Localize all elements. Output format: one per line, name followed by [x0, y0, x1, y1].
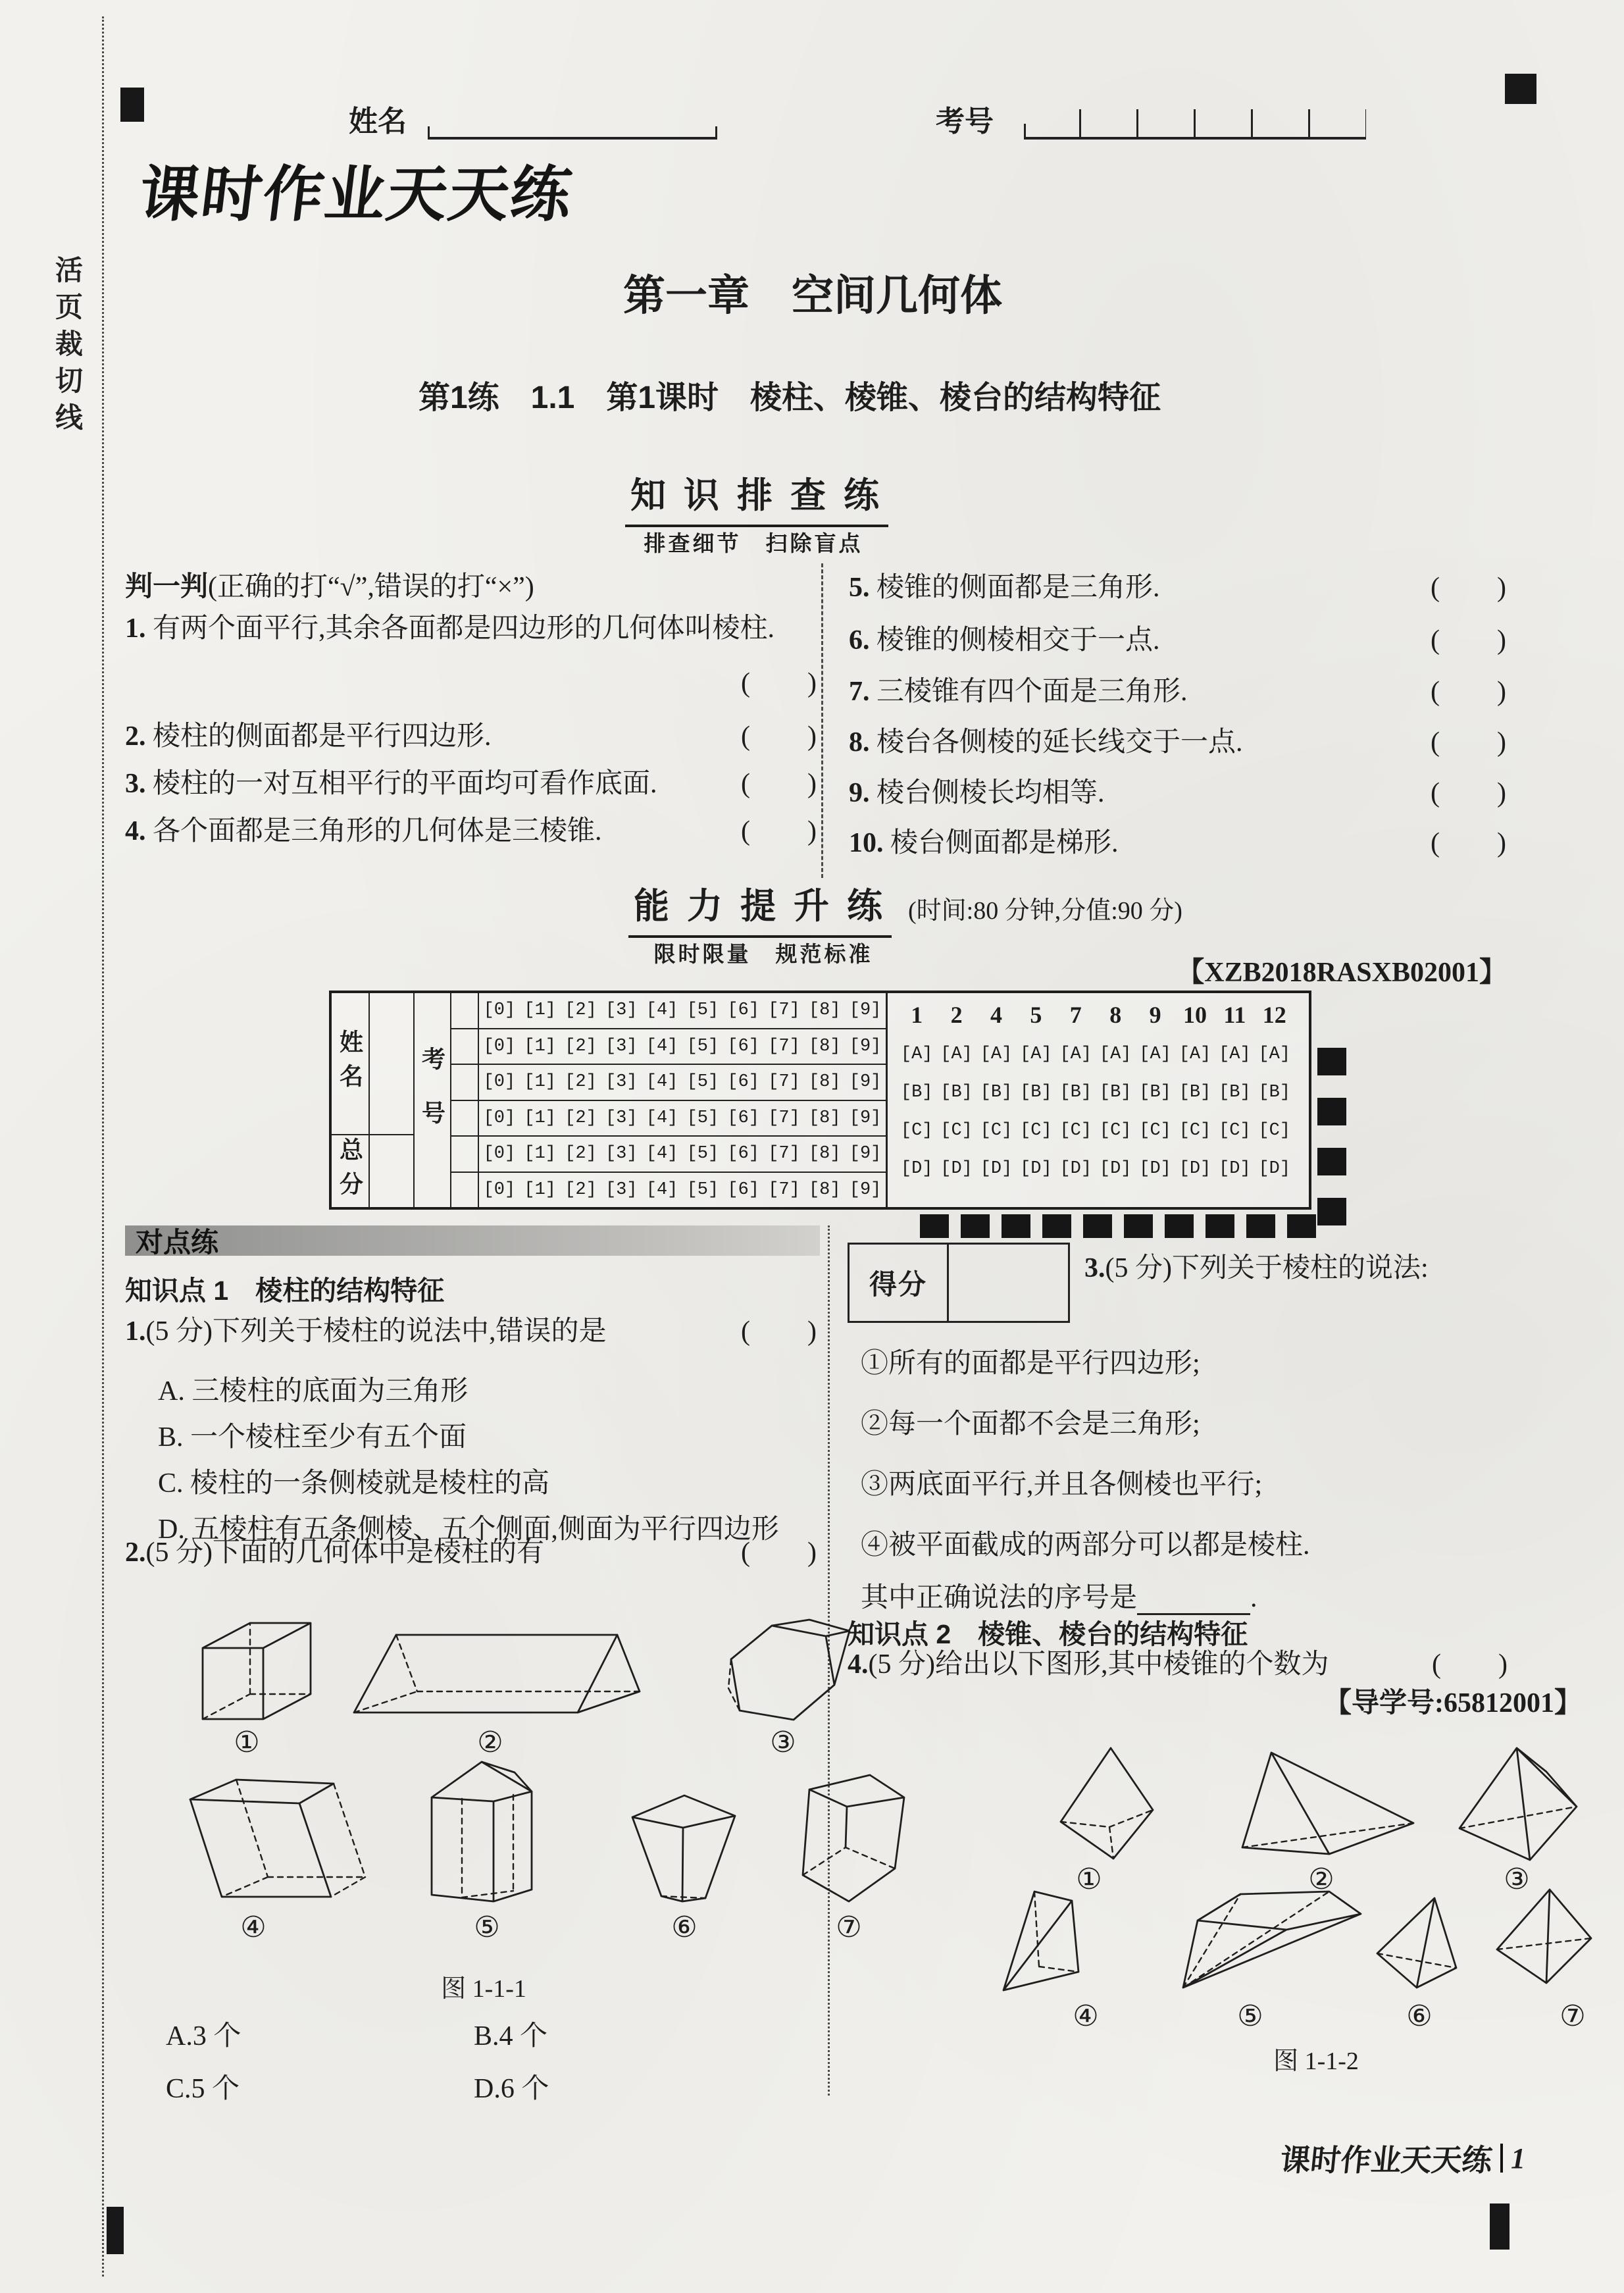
fig2-label-7: ⑦: [1560, 2000, 1586, 2032]
registration-mark-top-left: [120, 88, 144, 122]
tf-question-8-answer-paren[interactable]: ( ): [1431, 727, 1507, 758]
practice-section-bar: [125, 1225, 820, 1256]
digit-bubble-0[interactable]: [0]: [483, 1000, 516, 1021]
option-bubble-D-1[interactable]: [D]: [900, 1159, 933, 1179]
tf-question-1-answer-paren[interactable]: ( ): [741, 668, 817, 698]
score-box-label: 得分: [850, 1245, 949, 1321]
fig2-label-3: ③: [1504, 1863, 1530, 1895]
figure-1-1-2-caption: 图 1-1-2: [1273, 2048, 1359, 2075]
tf-question-8-number: 8.: [849, 727, 870, 758]
digit-bubble-1[interactable]: [1]: [524, 1072, 556, 1093]
digit-row: [451, 1173, 886, 1208]
ability-time-note: (时间:80 分钟,分值:90 分): [908, 897, 1182, 925]
mc-question-2: [125, 1535, 817, 1571]
digit-bubble-9[interactable]: [9]: [849, 1000, 882, 1021]
lesson-title: 第1练 1.1 第1课时 棱柱、棱锥、棱台的结构特征: [418, 380, 1161, 415]
mc-question-1-option-b[interactable]: B. 一个棱柱至少有五个面: [158, 1422, 467, 1453]
answer-sheet-exam-digit-grid: [451, 993, 886, 1207]
answer-sheet-exam-label: 考号: [415, 993, 451, 1207]
tf-question-3-text: 棱柱的一对互相平行的平面均可看作底面.: [153, 769, 657, 799]
tf-question-6-number: 6.: [849, 625, 870, 656]
digit-bubble-4[interactable]: [4]: [646, 1072, 678, 1093]
fig1-label-4: ④: [240, 1911, 266, 1944]
mc-question-1-answer-paren[interactable]: ( ): [741, 1316, 817, 1347]
answer-sheet-total-label: 总分: [332, 1135, 370, 1207]
tf-question-6-text: 棱锥的侧棱相交于一点.: [876, 625, 1160, 656]
tf-question-1-number: 1.: [125, 613, 146, 644]
question-number-8: 8: [1109, 1002, 1122, 1028]
footer-page-number: 1: [1511, 2142, 1525, 2175]
digit-bubble-8[interactable]: [8]: [808, 1000, 841, 1021]
digit-bubble-6[interactable]: [6]: [727, 1108, 759, 1128]
tf-question-9-answer-paren[interactable]: ( ): [1431, 778, 1507, 808]
digit-bubble-6[interactable]: [6]: [727, 1144, 759, 1164]
mc-question-2-option-d[interactable]: D.6 个: [474, 2074, 549, 2104]
digit-bubble-2[interactable]: [2]: [565, 1108, 597, 1128]
digit-bubble-4[interactable]: [4]: [646, 1179, 678, 1200]
answer-sheet-name-field[interactable]: [370, 993, 415, 1134]
digit-bubble-6[interactable]: [6]: [727, 1072, 759, 1093]
digit-bubble-8[interactable]: [8]: [808, 1108, 841, 1128]
tf-question-1-answer-row: [125, 661, 817, 700]
tf-question-5-answer-paren[interactable]: ( ): [1431, 573, 1507, 603]
tf-question-7-number: 7.: [849, 677, 870, 707]
fig2-shape-6-slim-tetrahedron: [1372, 1894, 1464, 1992]
mc-question-2-number: 2.: [125, 1537, 146, 1568]
option-bubble-A-1[interactable]: [A]: [900, 1044, 933, 1064]
option-row-C: [897, 1112, 1294, 1150]
question-number-4: 4: [990, 1002, 1002, 1028]
ability-section-title: 能 力 提 升 练: [628, 878, 892, 938]
answer-sheet: [329, 991, 1311, 1210]
option-bubble-B-9[interactable]: [B]: [1139, 1083, 1171, 1102]
question-number-2: 2: [950, 1002, 963, 1028]
mc-question-4-number: 4.: [848, 1649, 869, 1680]
option-bubble-C-12[interactable]: [C]: [1258, 1121, 1291, 1141]
option-bubble-A-10[interactable]: [A]: [1179, 1044, 1211, 1064]
tf-question-5: [849, 570, 1507, 606]
mc-question-1-number: 1.: [125, 1316, 146, 1347]
digit-bubble-1[interactable]: [1]: [524, 1144, 556, 1164]
fig2-shape-3-tetrahedron: [1454, 1743, 1579, 1865]
option-bubble-B-12[interactable]: [B]: [1258, 1083, 1291, 1102]
registration-mark-bottom-left: [107, 2207, 124, 2254]
digit-bubble-7[interactable]: [7]: [768, 1179, 800, 1200]
digit-bubble-7[interactable]: [7]: [768, 1144, 800, 1164]
digit-bubble-3[interactable]: [3]: [605, 1072, 638, 1093]
digit-bubble-2[interactable]: [2]: [565, 1179, 597, 1200]
answer-sheet-options-block: [886, 993, 1309, 1207]
digit-gap-cell: [451, 1029, 479, 1064]
fig1-shape-1-cuboid-prism: [191, 1614, 322, 1726]
figure-1-1-1-caption: 图 1-1-1: [441, 1975, 526, 2003]
tf-question-2-number: 2.: [125, 721, 146, 752]
tf-question-2: [125, 719, 817, 755]
tf-question-5-text: 棱锥的侧面都是三角形.: [876, 573, 1160, 603]
name-label: 姓名: [349, 105, 407, 138]
fig2-label-6: ⑥: [1406, 2000, 1433, 2032]
option-bubble-D-10[interactable]: [D]: [1179, 1159, 1211, 1179]
fig1-shape-5-pentagonal-prism: [415, 1755, 553, 1903]
mc-question-2-answer-paren[interactable]: ( ): [741, 1537, 817, 1568]
tf-question-1: [125, 611, 817, 647]
option-bubble-B-2[interactable]: [B]: [940, 1083, 973, 1102]
chapter-title: 第一章 空间几何体: [623, 272, 1002, 319]
digit-bubble-7[interactable]: [7]: [768, 1000, 800, 1021]
question-number-12: 12: [1262, 1002, 1286, 1028]
digit-bubble-8[interactable]: [8]: [808, 1072, 841, 1093]
tf-question-8: [849, 725, 1507, 761]
tf-question-9-number: 9.: [849, 778, 870, 808]
digit-bubble-0[interactable]: [0]: [483, 1072, 516, 1093]
question-number-9: 9: [1149, 1002, 1161, 1028]
digit-bubble-7[interactable]: [7]: [768, 1072, 800, 1093]
mc-question-3: [1084, 1250, 1512, 1287]
option-bubble-B-5[interactable]: [B]: [1020, 1083, 1052, 1102]
figure-1-1-2: [849, 1738, 1599, 2030]
fig1-label-2: ②: [477, 1726, 503, 1759]
digit-bubble-5[interactable]: [5]: [686, 1072, 719, 1093]
digit-bubble-5[interactable]: [5]: [686, 1108, 719, 1128]
judge-instruction-head: 判一判: [125, 572, 209, 602]
tf-question-10: [849, 825, 1507, 862]
option-bubble-C-9[interactable]: [C]: [1139, 1121, 1171, 1141]
fig2-shape-2-lying-tetrahedron: [1237, 1747, 1418, 1863]
digit-bubble-2[interactable]: [2]: [565, 1036, 597, 1056]
mc-question-2-option-b[interactable]: B.4 个: [474, 2021, 548, 2051]
knowledge-section-subtitle: 排查细节 扫除盲点: [644, 532, 863, 556]
option-bubble-C-10[interactable]: [C]: [1179, 1121, 1211, 1141]
digit-bubble-1[interactable]: [1]: [524, 1179, 556, 1200]
digit-bubble-0[interactable]: [0]: [483, 1179, 516, 1200]
fig2-shape-1-tall-pyramid: [1053, 1744, 1184, 1863]
knowledge-section-title: 知 识 排 查 练: [625, 467, 888, 527]
fig1-shape-6-tapered-solid: [622, 1788, 747, 1907]
digit-bubble-5[interactable]: [5]: [686, 1000, 719, 1021]
fig1-label-1: ①: [234, 1726, 260, 1759]
digit-bubble-9[interactable]: [9]: [849, 1072, 882, 1093]
column-divider-top: [821, 563, 823, 878]
digit-bubble-8[interactable]: [8]: [808, 1036, 841, 1056]
digit-bubble-4[interactable]: [4]: [646, 1108, 678, 1128]
option-bubble-C-7[interactable]: [C]: [1059, 1121, 1092, 1141]
mc-question-1-option-a[interactable]: A. 三棱柱的底面为三角形: [158, 1376, 469, 1406]
mc-question-4: [848, 1647, 1508, 1683]
digit-gap-cell: [451, 1101, 479, 1136]
tf-question-5-number: 5.: [849, 573, 870, 603]
tf-question-10-number: 10.: [849, 828, 884, 858]
mc-question-4-text: (5 分)给出以下图形,其中棱锥的个数为: [868, 1649, 1329, 1680]
tf-question-3-number: 3.: [125, 769, 146, 799]
digit-bubble-5[interactable]: [5]: [686, 1036, 719, 1056]
footer-brand: 课时作业天天练: [1278, 2143, 1494, 2177]
tf-question-6: [849, 623, 1507, 659]
name-input-line[interactable]: [428, 111, 717, 140]
tf-question-2-text: 棱柱的侧面都是平行四边形.: [153, 721, 492, 752]
answer-sheet-name-label: 姓名: [332, 993, 370, 1134]
digit-bubble-0[interactable]: [0]: [483, 1036, 516, 1056]
option-bubble-C-1[interactable]: [C]: [900, 1121, 933, 1141]
question-number-1: 1: [911, 1002, 923, 1028]
mc-question-3-item-3: ③两底面平行,并且各侧棱也平行;: [861, 1470, 1263, 1500]
mc-question-3-con-clusion: [861, 1576, 1257, 1615]
digit-bubble-6[interactable]: [6]: [727, 1179, 759, 1200]
mc-question-1-text: (5 分)下列关于棱柱的说法中,错误的是: [145, 1316, 607, 1347]
paper-code: 【XZB2018RASXB02001】: [1177, 958, 1507, 988]
tf-question-8-text: 棱台各侧棱的延长线交于一点.: [876, 727, 1243, 758]
tf-question-4-text: 各个面都是三角形的几何体是三棱锥.: [153, 816, 602, 846]
digit-bubble-9[interactable]: [9]: [849, 1144, 882, 1164]
digit-row: [451, 1065, 886, 1101]
fig1-label-3: ③: [770, 1726, 796, 1759]
answer-sheet-total-field[interactable]: [370, 1135, 415, 1207]
option-bubble-C-5[interactable]: [C]: [1020, 1121, 1052, 1141]
digit-bubble-2[interactable]: [2]: [565, 1072, 597, 1093]
digit-bubble-0[interactable]: [0]: [483, 1108, 516, 1128]
mc-question-3-blank-prefix: 其中正确说法的序号是: [861, 1583, 1138, 1613]
option-bubble-D-5[interactable]: [D]: [1020, 1159, 1052, 1179]
fig2-label-1: ①: [1076, 1863, 1102, 1895]
tf-question-6-answer-paren[interactable]: ( ): [1431, 625, 1507, 656]
fig2-shape-7-wide-tetrahedron: [1494, 1886, 1596, 1986]
digit-row: [451, 1137, 886, 1173]
brand-title: 课时作业天天练: [135, 161, 577, 228]
guide-code: 【导学号:65812001】: [1324, 1688, 1582, 1718]
digit-bubble-6[interactable]: [6]: [727, 1000, 759, 1021]
option-bubble-D-4[interactable]: [D]: [980, 1159, 1013, 1179]
knowledge-point-2-title: 知识点 2 棱锥、棱台的结构特征: [848, 1619, 1248, 1649]
tf-question-4-number: 4.: [125, 816, 146, 846]
answer-sheet-timing-marks-right: [1317, 1048, 1346, 1233]
fig1-shape-3-hexagonal-prism: [707, 1617, 859, 1726]
fig1-shape-4-oblique-prism: [181, 1772, 385, 1900]
digit-gap-cell: [451, 1065, 479, 1100]
score-box: [848, 1243, 1070, 1323]
digit-bubble-8[interactable]: [8]: [808, 1179, 841, 1200]
answer-sheet-option-rows: [897, 1035, 1294, 1188]
option-bubble-A-7[interactable]: [A]: [1059, 1044, 1092, 1064]
mc-question-2-text: (5 分)下面的几何体中是棱柱的有: [145, 1537, 544, 1568]
mc-question-2-option-a[interactable]: A.3 个: [166, 2021, 241, 2051]
digit-bubble-8[interactable]: [8]: [808, 1144, 841, 1164]
digit-bubble-5[interactable]: [5]: [686, 1179, 719, 1200]
mc-question-3-item-4: ④被平面截成的两部分可以都是棱柱.: [861, 1530, 1310, 1560]
mc-question-3-text: (5 分)下列关于棱柱的说法:: [1105, 1253, 1429, 1283]
option-row-B: [897, 1073, 1294, 1112]
figure-1-1-1: [151, 1594, 862, 1946]
mc-question-1-option-d[interactable]: D. 五棱柱有五条侧棱、五个侧面,侧面为平行四边形: [158, 1514, 779, 1545]
digit-bubble-9[interactable]: [9]: [849, 1179, 882, 1200]
option-bubble-C-2[interactable]: [C]: [940, 1121, 973, 1141]
tf-question-7-text: 三棱锥有四个面是三角形.: [876, 677, 1188, 707]
mc-question-3-number: 3.: [1084, 1253, 1105, 1283]
page-footer: [1278, 2136, 1525, 2180]
option-bubble-C-4[interactable]: [C]: [980, 1121, 1013, 1141]
digit-row: [451, 1029, 886, 1066]
cut-line-label: 活页裁切线: [52, 255, 83, 440]
digit-gap-cell: [451, 1137, 479, 1172]
tf-question-7-answer-paren[interactable]: ( ): [1431, 677, 1507, 707]
tf-question-9-text: 棱台侧棱长均相等.: [876, 778, 1105, 808]
digit-bubble-3[interactable]: [3]: [605, 1144, 638, 1164]
fig2-label-5: ⑤: [1237, 2000, 1263, 2032]
digit-bubble-0[interactable]: [0]: [483, 1144, 516, 1164]
option-bubble-D-2[interactable]: [D]: [940, 1159, 973, 1179]
digit-bubble-3[interactable]: [3]: [605, 1108, 638, 1128]
option-bubble-A-5[interactable]: [A]: [1020, 1044, 1052, 1064]
mc-question-3-answer-blank[interactable]: [1137, 1585, 1250, 1615]
tf-question-10-answer-paren[interactable]: ( ): [1431, 828, 1507, 858]
fig1-shape-2-triangular-prism: [349, 1627, 651, 1722]
fig2-label-4: ④: [1073, 2000, 1099, 2032]
digit-bubble-2[interactable]: [2]: [565, 1144, 597, 1164]
digit-bubble-1[interactable]: [1]: [524, 1000, 556, 1021]
exam-no-label: 考号: [936, 105, 994, 138]
answer-sheet-timing-marks-bottom: [920, 1214, 1317, 1238]
option-bubble-A-11[interactable]: [A]: [1219, 1044, 1251, 1064]
mc-question-3-blank-suffix: .: [1250, 1583, 1257, 1613]
judge-instruction: [125, 565, 534, 604]
digit-row: [451, 1101, 886, 1137]
question-number-10: 10: [1182, 1002, 1207, 1028]
digit-bubble-9[interactable]: [9]: [849, 1108, 882, 1128]
digit-bubble-6[interactable]: [6]: [727, 1036, 759, 1056]
tf-question-4-answer-paren[interactable]: ( ): [741, 816, 817, 846]
option-bubble-C-8[interactable]: [C]: [1099, 1121, 1132, 1141]
tf-question-10-text: 棱台侧面都是梯形.: [890, 828, 1119, 858]
registration-mark-bottom-right: [1490, 2203, 1510, 2250]
option-row-A: [897, 1035, 1294, 1073]
judge-instruction-tail: (正确的打“√”,错误的打“×”): [208, 572, 534, 602]
option-bubble-A-8[interactable]: [A]: [1099, 1044, 1132, 1064]
digit-gap-cell: [451, 1173, 479, 1208]
fig2-label-2: ②: [1308, 1863, 1334, 1895]
option-bubble-D-7[interactable]: [D]: [1059, 1159, 1092, 1179]
option-bubble-D-8[interactable]: [D]: [1099, 1159, 1132, 1179]
tf-question-1-text: 有两个面平行,其余各面都是四边形的几何体叫棱柱.: [153, 613, 775, 644]
option-bubble-D-11[interactable]: [D]: [1219, 1159, 1251, 1179]
answer-sheet-name-total-block: [332, 993, 415, 1207]
option-row-D: [897, 1150, 1294, 1188]
question-number-11: 11: [1223, 1002, 1246, 1028]
option-bubble-B-7[interactable]: [B]: [1059, 1083, 1092, 1102]
mc-question-2-option-c[interactable]: C.5 个: [166, 2074, 240, 2104]
digit-bubble-4[interactable]: [4]: [646, 1144, 678, 1164]
option-bubble-A-2[interactable]: [A]: [940, 1044, 973, 1064]
option-bubble-B-11[interactable]: [B]: [1219, 1083, 1251, 1102]
digit-gap-cell: [451, 993, 479, 1028]
tf-question-2-answer-paren[interactable]: ( ): [741, 721, 817, 752]
fig1-label-6: ⑥: [671, 1911, 698, 1944]
digit-bubble-2[interactable]: [2]: [565, 1000, 597, 1021]
tf-question-9: [849, 775, 1507, 812]
digit-bubble-5[interactable]: [5]: [686, 1144, 719, 1164]
digit-row: [451, 993, 886, 1029]
option-bubble-A-12[interactable]: [A]: [1258, 1044, 1291, 1064]
fig1-label-5: ⑤: [474, 1911, 500, 1944]
fig2-shape-4-narrow-wedge: [998, 1888, 1120, 1994]
option-bubble-B-4[interactable]: [B]: [980, 1083, 1013, 1102]
tf-question-3: [125, 766, 817, 802]
fig2-shape-5-pentagonal-pyramid: [1178, 1888, 1365, 1994]
knowledge-point-1-title: 知识点 1 棱柱的结构特征: [125, 1275, 445, 1306]
cut-line: [102, 16, 104, 2277]
option-bubble-B-10[interactable]: [B]: [1179, 1083, 1211, 1102]
mc-question-3-item-2: ②每一个面都不会是三角形;: [861, 1409, 1200, 1439]
question-number-5: 5: [1030, 1002, 1042, 1028]
practice-section-bar-title: 对点练: [136, 1227, 219, 1258]
mc-question-1-option-c[interactable]: C. 棱柱的一条侧棱就是棱柱的高: [158, 1468, 550, 1499]
option-bubble-A-9[interactable]: [A]: [1139, 1044, 1171, 1064]
digit-bubble-3[interactable]: [3]: [605, 1000, 638, 1021]
digit-bubble-3[interactable]: [3]: [605, 1179, 638, 1200]
option-bubble-A-4[interactable]: [A]: [980, 1044, 1013, 1064]
digit-bubble-1[interactable]: [1]: [524, 1108, 556, 1128]
mc-question-3-item-1: ①所有的面都是平行四边形;: [861, 1349, 1200, 1379]
footer-divider: [1500, 2144, 1503, 2173]
digit-bubble-7[interactable]: [7]: [768, 1036, 800, 1056]
option-bubble-C-11[interactable]: [C]: [1219, 1121, 1251, 1141]
option-bubble-B-8[interactable]: [B]: [1099, 1083, 1132, 1102]
digit-bubble-7[interactable]: [7]: [768, 1108, 800, 1128]
digit-bubble-4[interactable]: [4]: [646, 1000, 678, 1021]
fig1-label-7: ⑦: [836, 1911, 862, 1944]
option-bubble-D-12[interactable]: [D]: [1258, 1159, 1291, 1179]
question-number-7: 7: [1069, 1002, 1082, 1028]
exam-no-input-line[interactable]: [1024, 109, 1366, 140]
tf-question-7: [849, 674, 1507, 710]
tf-question-3-answer-paren[interactable]: ( ): [741, 769, 817, 799]
digit-bubble-1[interactable]: [1]: [524, 1036, 556, 1056]
digit-bubble-9[interactable]: [9]: [849, 1036, 882, 1056]
digit-bubble-4[interactable]: [4]: [646, 1036, 678, 1056]
answer-sheet-question-numbers: [897, 994, 1294, 1035]
option-bubble-D-9[interactable]: [D]: [1139, 1159, 1171, 1179]
mc-question-4-answer-paren[interactable]: ( ): [1432, 1649, 1508, 1680]
tf-question-4: [125, 813, 817, 850]
mc-question-1: [125, 1314, 817, 1350]
ability-section-subtitle: 限时限量 规范标准: [653, 943, 873, 967]
digit-bubble-3[interactable]: [3]: [605, 1036, 638, 1056]
registration-mark-top-right: [1505, 74, 1536, 104]
score-box-cell[interactable]: [949, 1245, 1068, 1321]
option-bubble-B-1[interactable]: [B]: [900, 1083, 933, 1102]
